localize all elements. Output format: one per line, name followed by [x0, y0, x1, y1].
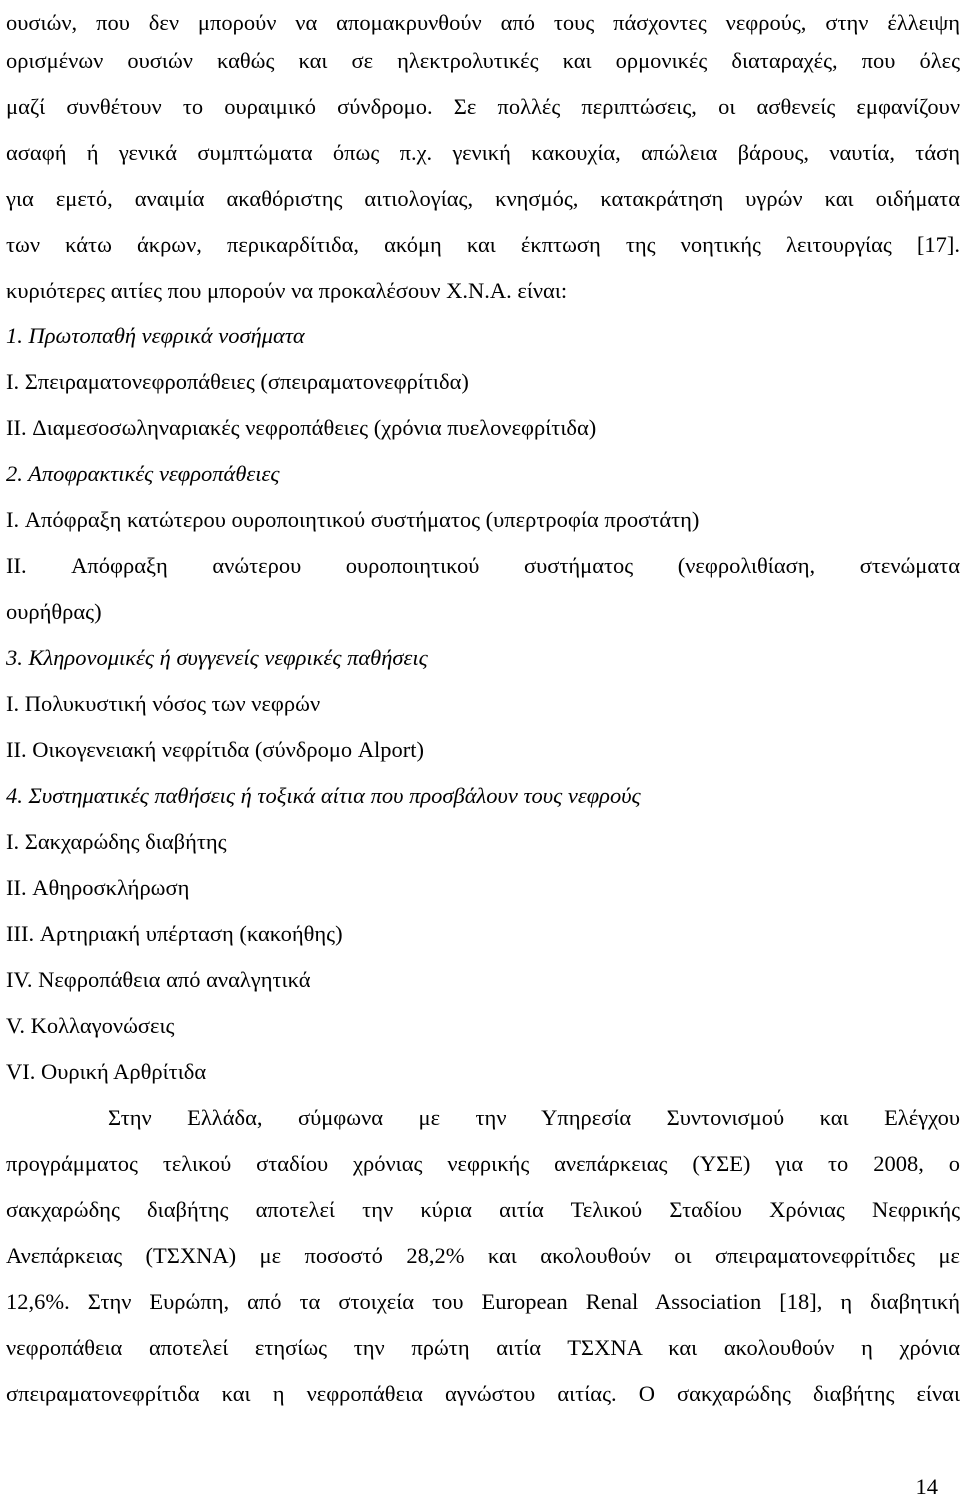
- list-item: II. Διαμεσοσωληναριακές νεφροπάθειες (χρόνια πυελονεφρίτιδα): [6, 415, 597, 440]
- text-line: σπειραματονεφρίτιδα και η νεφροπάθεια αγνώστου αιτίας. Ο σακχαρώδης διαβήτης είναι: [6, 1381, 960, 1406]
- list-item: I. Σακχαρώδης διαβήτης: [6, 829, 227, 854]
- text-line: των κάτω άκρων, περικαρδίτιδα, ακόμη και έκπτωση της νοητικής λειτουργίας [17].: [6, 232, 960, 257]
- list-item: IV. Νεφροπάθεια από αναλγητικά: [6, 967, 311, 992]
- list-heading: 4. Συστηματικές παθήσεις ή τοξικά αίτια που προσβάλουν τους νεφρούς: [6, 783, 641, 808]
- list-item: I. Απόφραξη κατώτερου ουροποιητικού συστήματος (υπερτροφία προστάτη): [6, 507, 700, 532]
- text-line: νεφροπάθεια αποτελεί ετησίως την πρώτη αιτία ΤΣΧΝΑ και ακολουθούν η χρόνια: [6, 1335, 960, 1360]
- list-item: III. Αρτηριακή υπέρταση (κακοήθης): [6, 921, 343, 946]
- list-item: II. Οικογενειακή νεφρίτιδα (σύνδρομο Alport): [6, 737, 425, 762]
- text-line: Στην Ελλάδα, σύμφωνα με την Υπηρεσία Συντονισμού και Ελέγχου: [108, 1105, 960, 1130]
- text-line: για εμετό, αναιμία ακαθόριστης αιτιολογίας, κνησμός, κατακράτηση υγρών και οιδήματα: [6, 186, 960, 211]
- list-item: I. Πολυκυστική νόσος των νεφρών: [6, 691, 321, 716]
- text-line: ασαφή ή γενικά συμπτώματα όπως π.χ. γενική κακουχία, απώλεια βάρους, ναυτία, τάση: [6, 140, 960, 165]
- list-item: VI. Ουρική Αρθρίτιδα: [6, 1059, 207, 1084]
- list-heading: 3. Κληρονομικές ή συγγενείς νεφρικές παθήσεις: [6, 645, 428, 670]
- text-line: 12,6%. Στην Ευρώπη, από τα στοιχεία του European Renal Association [18], η διαβητική: [6, 1289, 960, 1314]
- list-item: ουρήθρας): [6, 599, 102, 624]
- list-item: I. Σπειραματονεφροπάθειες (σπειραματονεφρίτιδα): [6, 369, 469, 394]
- text-line: Ανεπάρκειας (ΤΣΧΝΑ) με ποσοστό 28,2% και ακολουθούν οι σπειραματονεφρίτιδες με: [6, 1243, 960, 1268]
- text-line: ορισμένων ουσιών καθώς και σε ηλεκτρολυτικές και ορμονικές διαταραχές, που όλες: [6, 48, 960, 73]
- text-line: προγράμματος τελικού σταδίου χρόνιας νεφρικής ανεπάρκειας (ΥΣΕ) για το 2008, ο: [6, 1151, 960, 1176]
- list-heading: 1. Πρωτοπαθή νεφρικά νοσήματα: [6, 323, 305, 348]
- list-heading: 2. Αποφρακτικές νεφροπάθειες: [6, 461, 280, 486]
- text-line: μαζί συνθέτουν το ουραιμικό σύνδρομο. Σε πολλές περιπτώσεις, οι ασθενείς εμφανίζουν: [6, 94, 960, 119]
- list-item: II. Απόφραξη ανώτερου ουροποιητικού συστήματος (νεφρολιθίαση, στενώματα: [6, 553, 960, 578]
- text-line: σακχαρώδης διαβήτης αποτελεί την κύρια αιτία Τελικού Σταδίου Χρόνιας Νεφρικής: [6, 1197, 960, 1222]
- page-number: 14: [915, 1474, 938, 1499]
- text-line: ουσιών, που δεν μπορούν να απομακρυνθούν από τους πάσχοντες νεφρούς, στην έλλειψη: [6, 10, 960, 35]
- list-item: V. Κολλαγονώσεις: [6, 1013, 175, 1038]
- text-line: κυριότερες αιτίες που μπορούν να προκαλέσουν Χ.Ν.Α. είναι:: [6, 278, 568, 303]
- list-item: II. Αθηροσκλήρωση: [6, 875, 190, 900]
